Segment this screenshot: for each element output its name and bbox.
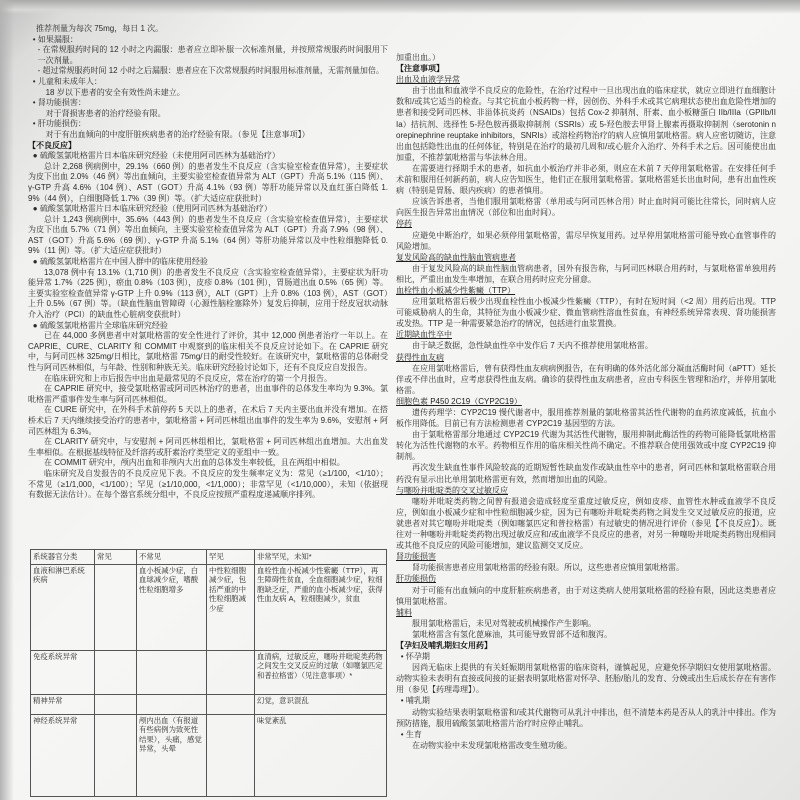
cure-text: 在 CURE 研究中，在外科手术前停药 5 天以上的患者，在术后 7 天内主要出血并没有增加。在搭桥术后 7 天内继续接受治疗的患者中，氯吡格雷 + 阿司匹林组出血事件的发生率为 9.6%，安慰剂 + 阿司匹林组为 6.3%。 (28, 405, 388, 436)
children-heading: • 儿童和未成年人： (32, 76, 102, 86)
cell-system: 神经系统异常 (31, 715, 95, 797)
hepatic-impairment-text: 对于有出血倾向的中度肝脏疾病患者的治疗经验有限。（参见【注意事项】） (45, 129, 310, 139)
cell-very-rare-unknown: 血栓性血小板减少性紫癜（TTP），再生障碍性贫血，全血细胞减少症，粒细胞缺乏症，严重的血小板减少症，获得性血友病 A，粒细胞减少，贫血 (255, 565, 387, 651)
high-recurrence-stroke-heading: 复发风险高的缺血性脑血管病患者 (396, 252, 516, 262)
pharmacogenetics-text: 遗传药理学：CYP2C19 慢代谢者中，服用推荐剂量的氯吡格雷其活性代谢物的血药浓度减低，抗血小板作用降低。目前已有方法检测患者 CYP2C19 基因型的方法。 (396, 408, 776, 429)
global-studies-heading: ● 硫酸氢氯吡格雷片全球临床研究经验 (32, 320, 168, 330)
header-very-rare-unknown: 非常罕见，未知* (255, 550, 387, 565)
frequency-definition-text: 临床研究及自发报告的不良反应见下表。不良反应的发生频率定义为：常见（≥1/100，<1/10）；不常见（≥1/1,000，<1/100）；罕见（≥1/10,000，<1/1,000）；非常罕见（<1/10,000），未知（依据现有数据无法估计）。在每个器官系统分组中，不良反应按照严重程度递减顺序排列。 (28, 468, 388, 500)
cross-reactivity-heading: 与噻吩并吡啶类的交叉过敏反应 (396, 485, 508, 495)
cyp2c19-inhibitors-text: 由于氯吡格雷部分地通过 CYP2C19 代谢为其活性代谢物，服用抑制此酶活性的药物可能降低氯吡格雷转化为活性代谢物的水平。药物相互作用的临床相关性尚不确定。不推荐联合使用强效或中度 CYP2C19 抑制剂。 (396, 430, 776, 462)
paper-top-edge-shadow (0, 0, 800, 14)
hepatic-impairment-text: 对于可能有出血倾向的中度肝脏疾病患者，由于对这类病人使用氯吡格雷的经验有限，因此这类患者应慎用氯吡格雷。 (396, 585, 776, 606)
bleeding-hematologic-heading: 出血及血液学异常 (396, 75, 460, 85)
cell-uncommon: 血小板减少症，白血球减少症，嗜酸性粒细胞增多 (137, 565, 207, 651)
bleeding-most-common-text: 在临床研究和上市后报告中出血是最常见的不良反应，常在治疗的第一个月报告。 (44, 373, 332, 383)
cell-rare (207, 651, 255, 695)
renal-impairment-text: 对于肾损害患者的治疗经验有限。 (45, 108, 166, 118)
acquired-hemophilia-heading: 获得性血友病 (396, 352, 444, 362)
cyp2c19-heading: 细胞色素 P450 2C19（CYP2C19） (396, 396, 522, 406)
table-row (31, 695, 387, 715)
cell-very-rare-unknown: 味觉紊乱 (255, 715, 387, 797)
recent-stroke-heading: 近期缺血性卒中 (396, 330, 452, 340)
japan-study-no-aspirin-text: 总计 2,268 例病例中，29.1%（660 例）的患者发生不良反应（含实验室检查值异常），主要症状为皮下出血 2.0%（46 例）等出血倾向，主要实验室检查值异常为 ALT（GPT）升高 5.1%（115 例）、γ-GTP 升高 4.6%（104 例）、AST（GOT）升高 4.1%（93 例）等肝功能异常以及血红蛋白降低 1.9%（44 例），白细胞降低 1.7%（39 例）等。（扩大适应症获批时） (28, 161, 388, 203)
header-system-organ-class: 系统器官分类 (31, 550, 95, 565)
cell-uncommon: 颅内出血（有报道有些病例为致死性结果），头痛，感觉异常，头晕 (137, 715, 207, 797)
elective-surgery-text: 在需要进行择期手术的患者，如抗血小板治疗并非必须，则应在术前 7 天停用氯吡格雷。在安排任何手术前和服用任何新药前，病人应告知医生，他们正在服用氯吡格雷。氯吡格雷延长出血时间，患有出血性疾病（特别是胃肠、眼内疾病）的患者慎用。 (396, 163, 776, 196)
renal-impairment-heading: • 肾功能损害： (32, 98, 86, 108)
cell-very-rare-unknown: 幻觉，意识混乱 (255, 695, 387, 715)
table-row (31, 651, 387, 695)
cell-very-rare-unknown: 血清病，过敏反应，噻吩并吡啶类药物之间发生交叉反应的过敏（如噻氯匹定和普拉格雷）（见注意事项）* (255, 651, 387, 695)
adverse-reactions-table (30, 549, 387, 797)
discontinuation-heading: 停药 (396, 219, 412, 229)
castor-oil-text: 氯吡格雷含有氢化蓖麻油，其可能导致胃部不适和腹泻。 (412, 629, 612, 639)
continued-text: 加重出血。） (396, 53, 440, 62)
missed-within-12h-text: - 在常规服药时间的 12 小时之内漏服：患者应立即补服一次标准剂量，并按照常规服药时间服用下一次剂量。 (37, 45, 388, 65)
table-row (31, 565, 387, 651)
discontinuation-text: 应避免中断治疗，如果必须停用氯吡格雷，需尽早恢复用药。过早停用氯吡格雷可能导致心血管事件的风险增加。 (396, 230, 776, 251)
recent-stroke-text: 由于缺乏数据，急性缺血性卒中发作后 7 天内不推荐使用氯吡格雷。 (412, 341, 653, 351)
cross-reactivity-text: 噻吩并吡啶类药物之间曾有报道会造成轻度至重度过敏反应，例如皮疹、血管性水肿或血液学不良反应，例如血小板减少症和中性粒细胞减少症，因为已有噻吩并吡啶类药物之间发生交叉过敏反应的报道，应就患者对其它噻吩并吡啶类（例如噻氯匹定和普拉格雷）有过敏史的情况进行评价（参见【不良反应】）。既往对一种噻吩并吡啶类药物出现过敏反应和/或血液学不良反应的患者，对另一种噻吩并吡啶类药物出现相同或其他不良反应的风险可能增加，建议监测交叉反应。 (396, 496, 776, 551)
ttp-text: 应用氯吡格雷后极少出现血栓性血小板减少性紫癜（TTP），有时在短时间（<2 周）用药后出现。TTP 可能威胁病人的生命，其特征为血小板减少症、微血管病性溶血性贫血，有神经系统异常表现、肾功能损害或发热。TTP 是一种需要紧急治疗的情况，包括进行血浆置换。 (396, 297, 776, 329)
header-uncommon: 不常见 (137, 550, 207, 565)
missed-dose-heading: • 如果漏服： (32, 34, 78, 44)
bleeding-hematologic-text: 由于出血和血液学不良反应的危险性，在治疗过程中一旦出现出血的临床症状，就应立即进行血细胞计数和/或其它适当的检查。与其它抗血小板药物一样，因创伤、外科手术或其它病理状态使出血危险性增加的患者和接受阿司匹林、非甾体抗炎药（NSAIDs）包括 Cox-2 抑制剂、肝素、血小板糖蛋白 IIb/IIIa（GPIIb/IIIa）拮抗剂、选择性 5-羟色胺再摄取抑制剂（SSRIs）或 5-羟色胺去甲肾上腺素再摄取抑制剂（serotonin norepinephrine reuptake inhibitors，SNRIs）或溶栓药物治疗的病人应慎用氯吡格雷。病人应密切随访，注意出血包括隐性出血的任何体征，特别是在治疗的最初几周和/或心脏介入治疗、外科手术之后。因可能使出血加重，不推荐氯吡格雷与华法林合用。 (396, 86, 776, 162)
cell-uncommon (137, 695, 207, 715)
pregnancy-lactation-section-title: 【孕妇及哺乳期妇女用药】 (396, 640, 492, 650)
global-studies-text: 已在 44,000 多例患者中对氯吡格雷的安全性进行了评价，其中 12,000 例患者治疗一年以上。在 CAPRIE、CURE、CLARITY 和 COMMIT 中观察到的临床相关不良反应讨论如下。在 CAPRIE 研究中，与阿司匹林 325mg/日相比，氯吡格雷 75mg/日的耐受性较好。在该研究中，氯吡格雷的总体耐受性与阿司匹林相似，与年龄、性别和种族无关。临床研究经验讨论如下，还有不良反应自发报告。 (28, 331, 388, 372)
hepatic-impairment-heading: 肝功能损伤 (396, 574, 436, 584)
china-experience-text: 13,078 例中有 13.1%（1,710 例）的患者发生不良反应（含实验室检查值异常），主要症状为肝功能异常 1.7%（225 例），瘀血 0.8%（103 例），皮疹 0.8%（101 例），胃肠道出血 0.5%（65 例）等。主要实验室检查值异常 γ-GTP 上升 0.9%（113 例），ALT（GPT）上升 0.8%（103 例），AST（GOT）上升 0.5%（67 例）等。（缺血性脑血管障碍（心源性脑栓塞除外）复发后抑制，应用于经皮冠状动脉介入治疗（PCI）的缺血性心脏病变获批时） (28, 267, 388, 320)
japan-study-no-aspirin-heading: ● 硫酸氢氯吡格雷片日本临床研究经验（未使用阿司匹林为基础治疗） (32, 151, 280, 161)
patient-counseling-text: 应该告诉患者，当他们服用氯吡格雷（单用或与阿司匹林合用）时止血时间可能比往常长，同时病人应向医生报告异常出血情况（部位和出血时间）。 (396, 197, 776, 218)
clarity-text: 在 CLARITY 研究中，与安慰剂 + 阿司匹林组相比，氯吡格雷 + 阿司匹林组出血增加。大出血发生率相似。在根据基线特征及纤溶药或肝素治疗类型定义的亚组中一致。 (28, 437, 388, 457)
right-text-column (396, 52, 776, 798)
renal-impairment-text: 肾功能损害患者应用氯吡格雷的经验有限。所以，这些患者应慎用氯吡格雷。 (412, 563, 684, 573)
header-rare: 罕见 (207, 550, 255, 565)
pregnancy-heading: • 怀孕期 (400, 652, 430, 662)
cell-rare: 中性粒细胞减少症，包括严重的中性粒细胞减少症 (207, 565, 255, 651)
cell-rare (207, 715, 255, 797)
lactation-heading: • 哺乳期 (400, 696, 430, 706)
missed-over-12h-text: - 超过常规服药时间 12 小时之后漏服：患者应在下次常规服药时间服用标准剂量，无需剂量加倍。 (37, 66, 384, 76)
commit-text: 在 COMMIT 研究中，颅内出血和非颅内大出血的总体发生率较低，且在两组中相似。 (44, 458, 345, 468)
recommended-dose-text: 推荐剂量为每次 75mg，每日 1 次。 (36, 24, 164, 33)
cell-common (95, 565, 137, 651)
pregnancy-text: 因尚无临床上提供的有关妊娠期用氯吡格雷的临床资料，谨慎起见，应避免怀孕期妇女使用氯吡格雷。动物实验未表明有直接或间接的证据表明氯吡格雷对怀孕、胚胎/胎儿的发育、分娩或出生后成长存在有害作用（参见【药理毒理】）。 (396, 663, 776, 695)
cell-rare (207, 695, 255, 715)
cell-common (95, 695, 137, 715)
fertility-text: 在动物实验中未发现氯吡格雷改变生殖功能。 (412, 740, 572, 750)
cell-common (95, 715, 137, 797)
fertility-heading: • 生育 (400, 729, 422, 739)
tia-combination-text: 再次发生缺血性事件风险较高的近期短暂性缺血发作或缺血性卒中的患者，阿司匹林和氯吡格雷联合用药没有显示出比单用氯吡格雷更有效，然而增加出血的风险。 (396, 463, 776, 484)
china-experience-heading: ● 硫酸氢氯吡格雷片在中国人群中的临床使用经验 (32, 257, 208, 267)
precautions-section-title: 【注意事项】 (396, 64, 444, 74)
acquired-hemophilia-text: 在应用氯吡格雷后，曾有获得性血友病病例报告，在有明确的体外活化部分凝血活酶时间（aPTT）延长伴或不伴出血时，应考虑获得性血友病。确诊的获得性血友病患者，应由专科医生管理和治疗，并停用氯吡格雷。 (396, 363, 776, 395)
cell-system: 血液和淋巴系统疾病 (31, 565, 95, 651)
table-header-row (31, 550, 387, 565)
children-text: 18 岁以下患者的安全有效性尚未建立。 (45, 87, 185, 97)
renal-impairment-heading: 肾功能损害 (396, 552, 436, 562)
left-text-column (28, 24, 388, 547)
cell-uncommon (137, 651, 207, 695)
cell-system: 精神异常 (31, 695, 95, 715)
adverse-reactions-section-title: 【不良反应】 (28, 140, 76, 150)
hepatic-impairment-heading: • 肝功能损伤： (32, 119, 86, 129)
cell-system: 免疫系统异常 (31, 651, 95, 695)
excipients-heading: 辅料 (396, 607, 412, 617)
table-row (31, 715, 387, 797)
driving-text: 服用氯吡格雷后，未见对驾驶或机械操作产生影响。 (412, 618, 596, 628)
paper-left-edge-shadow (0, 0, 14, 800)
lactation-text: 动物实验结果表明氯吡格雷和/或其代谢物可从乳汁中排出，但不清楚本药是否从人的乳汁中排出。作为预防措施，服用硫酸氢氯吡格雷片治疗时应停止哺乳。 (396, 707, 776, 728)
ttp-heading: 血栓性血小板减少性紫癜（TTP） (396, 285, 516, 295)
japan-study-aspirin-heading: ● 硫酸氢氯吡格雷片日本临床研究经验（使用阿司匹林为基础治疗） (32, 204, 272, 214)
header-common: 常见 (95, 550, 137, 565)
caprie-text: 在 CAPRIE 研究中，接受氯吡格雷或阿司匹林治疗的患者，出血事件的总体发生率均为 9.3%。氯吡格雷严重事件发生率与阿司匹林相似。 (28, 384, 388, 404)
high-recurrence-stroke-text: 由于复发风险高的缺血性脑血管病患者，国外有报告称，与阿司匹林联合用药时，与氯吡格雷单独用药相比，严重出血发生率增加，在联合用药时应充分留意。 (396, 263, 776, 284)
cell-common (95, 651, 137, 695)
japan-study-aspirin-text: 总计 1,243 例病例中，35.6%（443 例）的患者发生不良反应（含实验室检查值异常），主要症状为皮下出血 5.7%（71 例）等出血倾向，主要实验室检查值异常为 ALT（GPT）升高 7.9%（98 例）、AST（GOT）升高 5.6%（69 例）、γ-GTP 升高 5.1%（64 例）等肝功能异常以及中性粒细胞降低 0.9%（11 例）等。（扩大适应症获批时） (28, 214, 388, 256)
